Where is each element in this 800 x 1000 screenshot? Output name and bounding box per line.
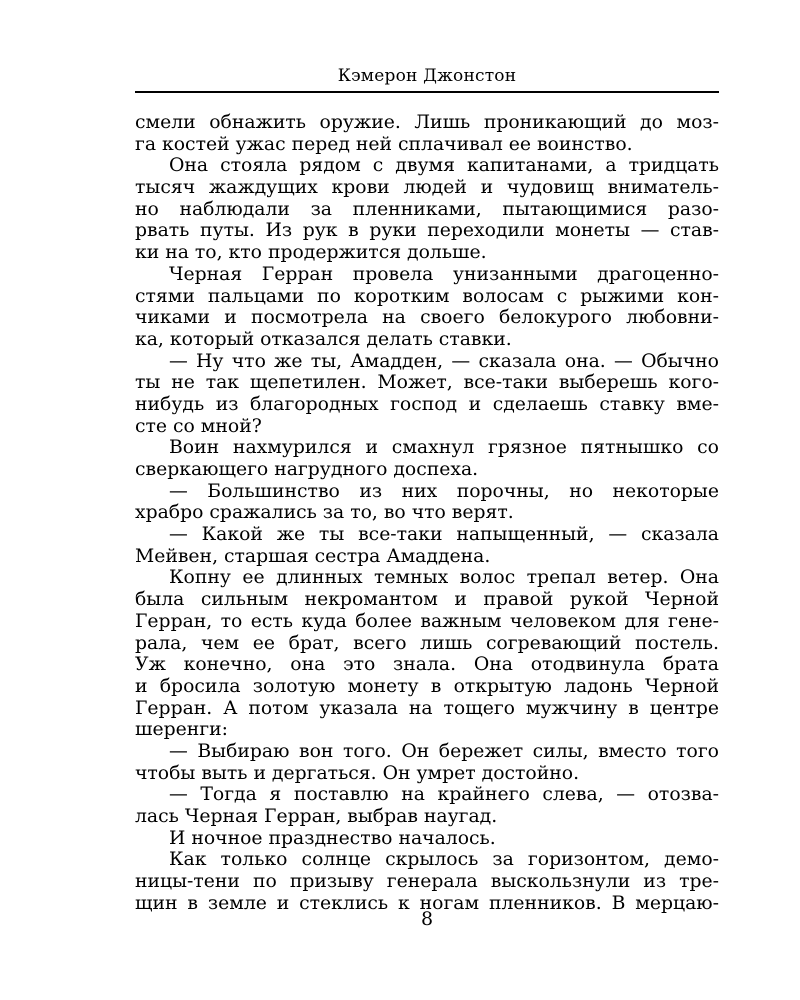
text-line: — Какой же ты все-таки напыщенный, — сказала <box>169 524 719 546</box>
text-line: лась Черная Герран, выбрав наугад. <box>135 806 498 827</box>
text-line: рвать путы. Из рук в руки переходили монеты — став- <box>135 220 719 242</box>
text-line: чиками и посмотрела на своего белокурого любовни- <box>135 307 719 329</box>
text-line: храбро сражались за то, во что верят. <box>135 502 514 524</box>
text-line: Как только солнце скрылось за горизонтом, демо- <box>169 849 719 871</box>
text-line: была сильным некромантом и правой рукой Черной <box>135 589 719 611</box>
text-line: га костей ужас перед ней сплачивал ее воинство. <box>135 133 633 155</box>
running-header: Кэмерон Джонстон <box>337 66 517 86</box>
text-line: щин в земле и стеклись к ногам пленников. В мерцаю- <box>135 892 719 914</box>
text-line: чтобы выть и дергаться. Он умрет достойно. <box>135 762 580 784</box>
text-line: нибудь из благородных господ и сделаешь ставку вме- <box>135 393 719 415</box>
text-line: Уж конечно, она это знала. Она отодвинула брата <box>135 654 719 676</box>
text-line: — Ну что же ты, Амадден, — сказала она. — Обычно <box>169 350 719 372</box>
text-line: ки на то, кто продержится дольше. <box>135 242 487 264</box>
text-line: и бросила золотую монету в открытую ладонь Черной <box>135 675 719 697</box>
text-line: ницы-тени по призыву генерала выскользнули из тре- <box>135 871 719 893</box>
text-line: смели обнажить оружие. Лишь проникающий до моз- <box>135 112 719 133</box>
text-line: стями пальцами по коротким волосам с рыжими кон- <box>135 285 719 307</box>
text-line: — Большинство из них порочны, но некоторые <box>169 480 719 502</box>
text-line: но наблюдали за пленниками, пытающимися разо- <box>135 198 719 220</box>
text-line: шеренги: <box>135 719 228 741</box>
text-line: Копну ее длинных темных волос трепал ветер. Она <box>169 567 719 589</box>
text-line: ты не так щепетилен. Может, все-таки выберешь кого- <box>135 372 719 394</box>
text-line: — Выбираю вон того. Он бережет силы, вместо того <box>169 740 719 762</box>
page-number: 8 <box>420 908 434 930</box>
text-line: Черная Герран провела унизанными драгоценно- <box>169 263 719 285</box>
text-line: Герран. А потом указала на тощего мужчину в центре <box>135 697 719 719</box>
text-line: ка, который отказался делать ставки. <box>135 328 512 350</box>
text-line: рала, чем ее брат, всего лишь согревающий постель. <box>135 632 719 654</box>
text-line: Воин нахмурился и смахнул грязное пятнышко со <box>169 437 719 459</box>
header-rule <box>135 91 719 93</box>
text-line: сверкающего нагрудного доспеха. <box>135 459 479 480</box>
text-line: Она стояла рядом с двумя капитанами, а тридцать <box>169 155 719 177</box>
text-line: И ночное празднество началось. <box>169 827 496 849</box>
text-line: сте со мной? <box>135 415 262 437</box>
text-line: тысяч жаждущих крови людей и чудовищ вниматель- <box>135 177 719 199</box>
body-text <box>135 112 719 914</box>
text-line: — Тогда я поставлю на крайнего слева, — отозва- <box>169 784 719 806</box>
text-line: Герран, то есть куда более важным человеком для гене- <box>135 610 719 632</box>
text-line: Мейвен, старшая сестра Амаддена. <box>135 545 491 567</box>
